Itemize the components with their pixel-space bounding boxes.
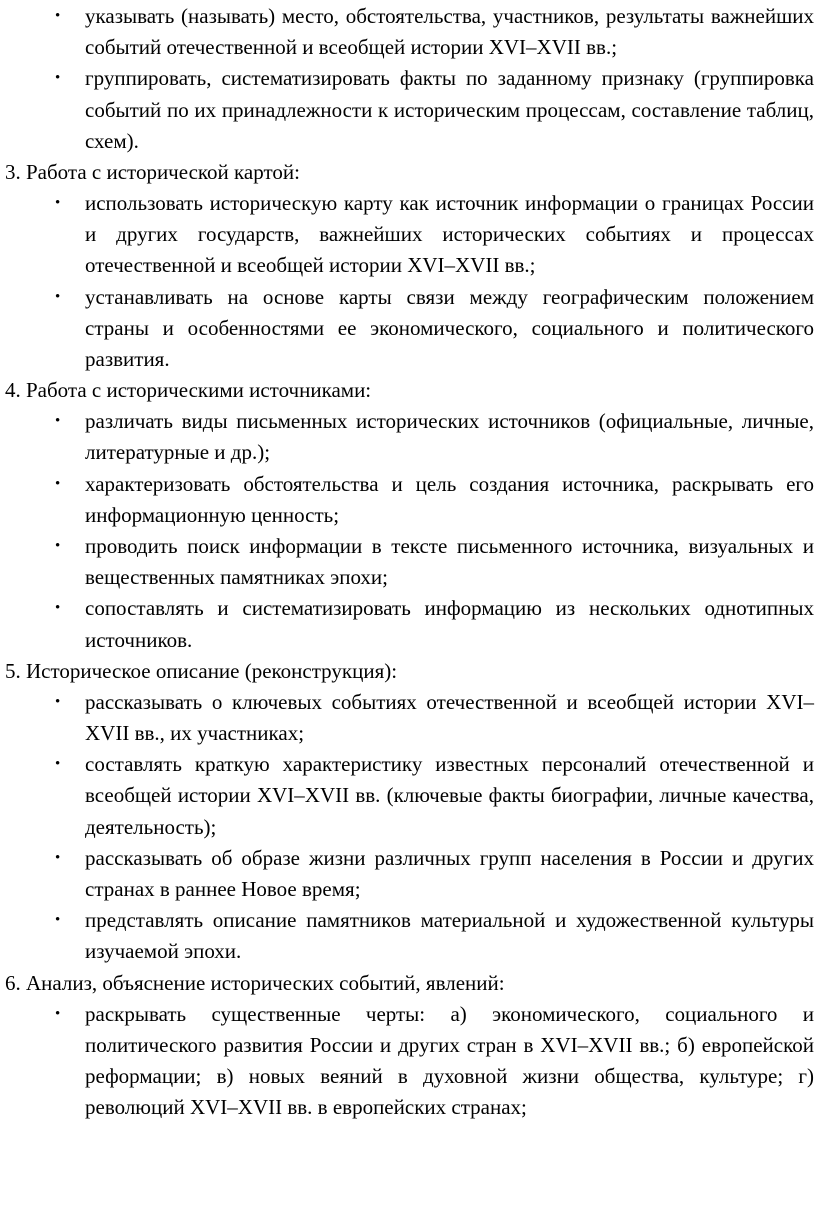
list-item [0, 188, 816, 282]
list-item [0, 843, 816, 905]
bullet-dot-icon: • [55, 8, 61, 24]
bullet-list [0, 999, 816, 1124]
section-0 [0, 1, 816, 157]
section-1 [0, 157, 816, 375]
section-heading: 4. Работа с историческими источниками: [5, 378, 372, 403]
section-heading: 5. Историческое описание (реконструкция): [5, 658, 398, 683]
list-item [0, 1, 816, 63]
list-item-text: указывать (называть) место, обстоятельства, участников, результаты важнейших событий отечественной и всеобщей истории XVI–XVII вв.; [85, 4, 814, 60]
list-item-text: устанавливать на основе карты связи между географическим положением страны и особенностями ее экономического, социального и политического развития. [85, 284, 814, 372]
list-item [0, 687, 816, 749]
list-item-text: раскрывать существенные черты: а) экономического, социального и политического развития России и других стран в XVI–XVII вв.; б) европейской реформации; в) новых веяний в духовной жизни общества, культуре; г) революций XVI–XVII вв. в европейских странах; [85, 1001, 814, 1120]
list-item [0, 593, 816, 655]
list-item-text: характеризовать обстоятельства и цель создания источника, раскрывать его информационную ценность; [85, 471, 814, 527]
list-item-text: проводить поиск информации в тексте письменного источника, визуальных и вещественных памятниках эпохи; [85, 534, 814, 590]
list-item [0, 63, 816, 157]
list-item-text: сопоставлять и систематизировать информацию из нескольких однотипных источников. [85, 596, 814, 652]
list-item-text: группировать, систематизировать факты по заданному признаку (группировка событий по их принадлежности к историческим процессам, составление таблиц, схем). [85, 66, 814, 153]
bullet-dot-icon: • [55, 756, 61, 773]
list-item-text: рассказывать об образе жизни различных групп населения в России и других странах в раннее Новое время; [85, 845, 814, 902]
bullet-dot-icon: • [55, 475, 61, 492]
bullet-dot-icon: • [55, 912, 61, 929]
bullet-dot-icon: • [55, 70, 61, 87]
bullet-dot-icon: • [55, 849, 61, 866]
list-item-text: рассказывать о ключевых событиях отечественной и всеобщей истории XVI–XVII вв., их участниках; [85, 689, 814, 746]
bullet-list [0, 406, 816, 656]
list-item-text: использовать историческую карту как источник информации о границах России и других государств, важнейших исторических событиях и процессах отечественной и всеобщей истории XVI–XVII вв.; [85, 191, 814, 278]
bullet-list [0, 1, 816, 157]
bullet-dot-icon: • [55, 600, 61, 617]
list-item [0, 282, 816, 376]
list-item-text: представлять описание памятников материальной и художественной культуры изучаемой эпохи. [85, 908, 814, 964]
section-3 [0, 656, 816, 968]
list-item [0, 469, 816, 531]
section-4 [0, 968, 816, 1124]
section-heading: 3. Работа с исторической картой: [5, 160, 300, 185]
list-item [0, 406, 816, 468]
section-heading: 6. Анализ, объяснение исторических событий, явлений: [5, 970, 505, 995]
bullet-dot-icon: • [55, 693, 61, 710]
list-item-text: составлять краткую характеристику известных персоналий отечественной и всеобщей истории XVI–XVII вв. (ключевые факты биографии, личные качества, деятельность); [85, 752, 814, 839]
bullet-dot-icon: • [55, 413, 61, 430]
list-item-text: различать виды письменных исторических источников (официальные, личные, литературные и др.); [85, 409, 814, 465]
list-item [0, 999, 816, 1124]
list-item [0, 905, 816, 967]
list-item [0, 531, 816, 593]
bullet-list [0, 687, 816, 968]
section-2 [0, 375, 816, 656]
bullet-dot-icon: • [55, 288, 61, 305]
bullet-dot-icon: • [55, 195, 61, 212]
bullet-list [0, 188, 816, 375]
bullet-dot-icon: • [55, 538, 61, 555]
bullet-dot-icon: • [55, 1005, 61, 1022]
list-item [0, 749, 816, 843]
